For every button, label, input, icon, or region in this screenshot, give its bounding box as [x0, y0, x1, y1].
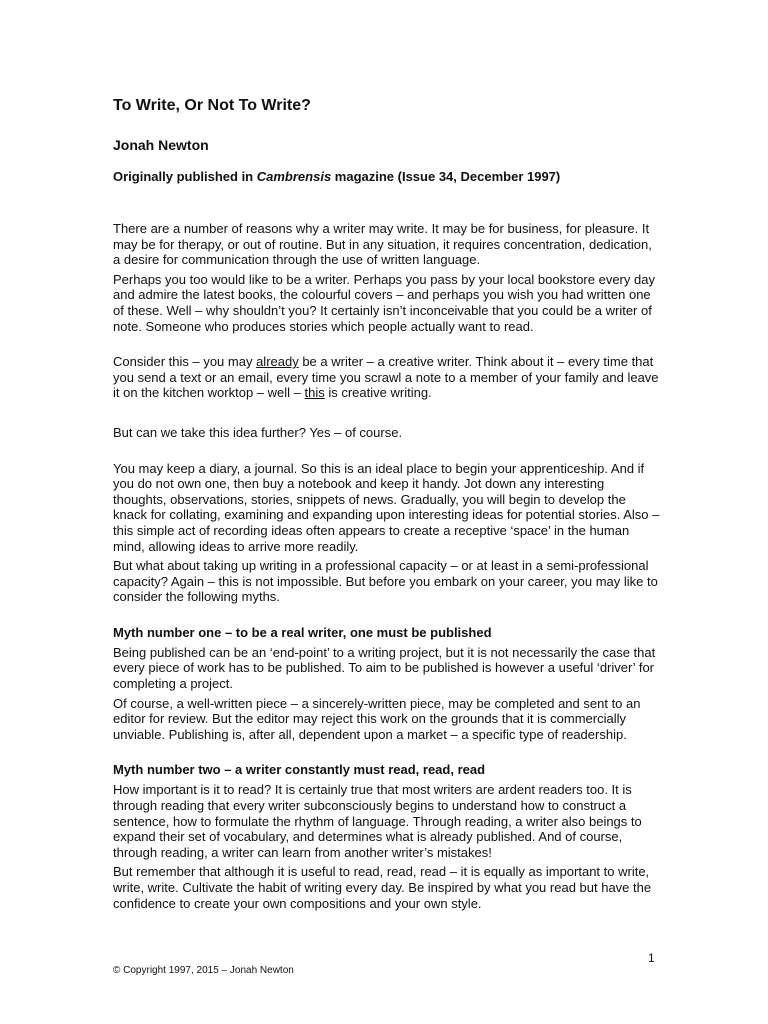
article-title: To Write, Or Not To Write?: [113, 97, 311, 114]
page-number: 1: [648, 951, 655, 965]
publication-line: [113, 168, 661, 185]
author-name: Jonah Newton: [113, 137, 209, 153]
myth-one-heading: Myth number one – to be a real writer, one must be published: [113, 624, 492, 640]
paragraph-4: But can we take this idea further? Yes – of course.: [113, 424, 403, 440]
copyright-footer: © Copyright 1997, 2015 – Jonah Newton: [113, 965, 294, 976]
p3-text-b: be a writer – a creative writer. Think about it – every time that you send a text or an email, every time you scrawl a note to a member of your family and leave it on the kitchen worktop – well –: [113, 354, 659, 401]
paragraph-2: Perhaps you too would like to be a writer. Perhaps you pass by your local bookstore every day and admire the latest books, the colourful covers – and perhaps you wish you had written one of these. Well – why shouldn’t you? It certainly isn’t inconceivable that you could be a writer of note. Someone who produces stories which people actually want to read.: [113, 271, 655, 334]
p3-text-c: is creative writing.: [324, 385, 432, 401]
document-page: [113, 96, 661, 911]
paragraph-6: But what about taking up writing in a professional capacity – or at least in a semi-professional capacity? Again – this is not impossible. But before you embark on your career, you may like to consider the following myths.: [113, 558, 658, 605]
myth-two-paragraph-2: But remember that although it is useful to read, read, read – it is equally as important to write, write, write. Cultivate the habit of writing every day. Be inspired by what you read but have the confidence to create your own compositions and your own style.: [113, 864, 652, 911]
paragraph-3: [113, 354, 661, 401]
myth-two-paragraph-1: How important is it to read? It is certainly true that most writers are ardent readers too. It is through reading that every writer subconsciously begins to understand how to construct a sentence, how to formulate the rhythm of language. Through reading, a writer also beings to expand their set of vocabulary, and determines what is already published. And of course, through reading, a writer can learn from another writer’s mistakes!: [113, 782, 642, 860]
p3-underlined-this: this: [304, 385, 325, 401]
myth-two-heading: Myth number two – a writer constantly must read, read, read: [113, 762, 486, 778]
p3-underlined-already: already: [256, 354, 299, 370]
paragraph-1: There are a number of reasons why a writer may write. It may be for business, for pleasure. It may be for therapy, or out of routine. But in any situation, it requires concentration, dedication, a desire for communication through the use of written language.: [113, 221, 652, 268]
myth-one-paragraph-2: Of course, a well-written piece – a sincerely-written piece, may be completed and sent to an editor for review. But the editor may reject this work on the grounds that it is commercially unviable. Publishing is, after all, dependent upon a market – a specific type of readership.: [113, 695, 641, 742]
p3-text-a: Consider this – you may: [113, 354, 257, 370]
pub-prefix: Originally published in: [113, 169, 257, 184]
pub-suffix: magazine (Issue 34, December 1997): [331, 169, 561, 184]
myth-one-paragraph-1: Being published can be an ‘end-point’ to a writing project, but it is not necessarily the case that every piece of work has to be published. To aim to be published is however a useful ‘driver’ for completing a project.: [113, 644, 656, 692]
paragraph-5: You may keep a diary, a journal. So this is an ideal place to begin your apprenticeship. And if you do not own one, then buy a notebook and keep it handy. Jot down any interesting thoughts, observations, stories, snippets of news. Gradually, you will begin to develop the knack for collating, examining and expanding upon interesting ideas for potential stories. Also – this simple act of recording ideas often appears to create a receptive ‘space’ in the human mind, allowing ideas to arrive more readily.: [113, 460, 660, 554]
magazine-name: Cambrensis: [256, 169, 332, 184]
